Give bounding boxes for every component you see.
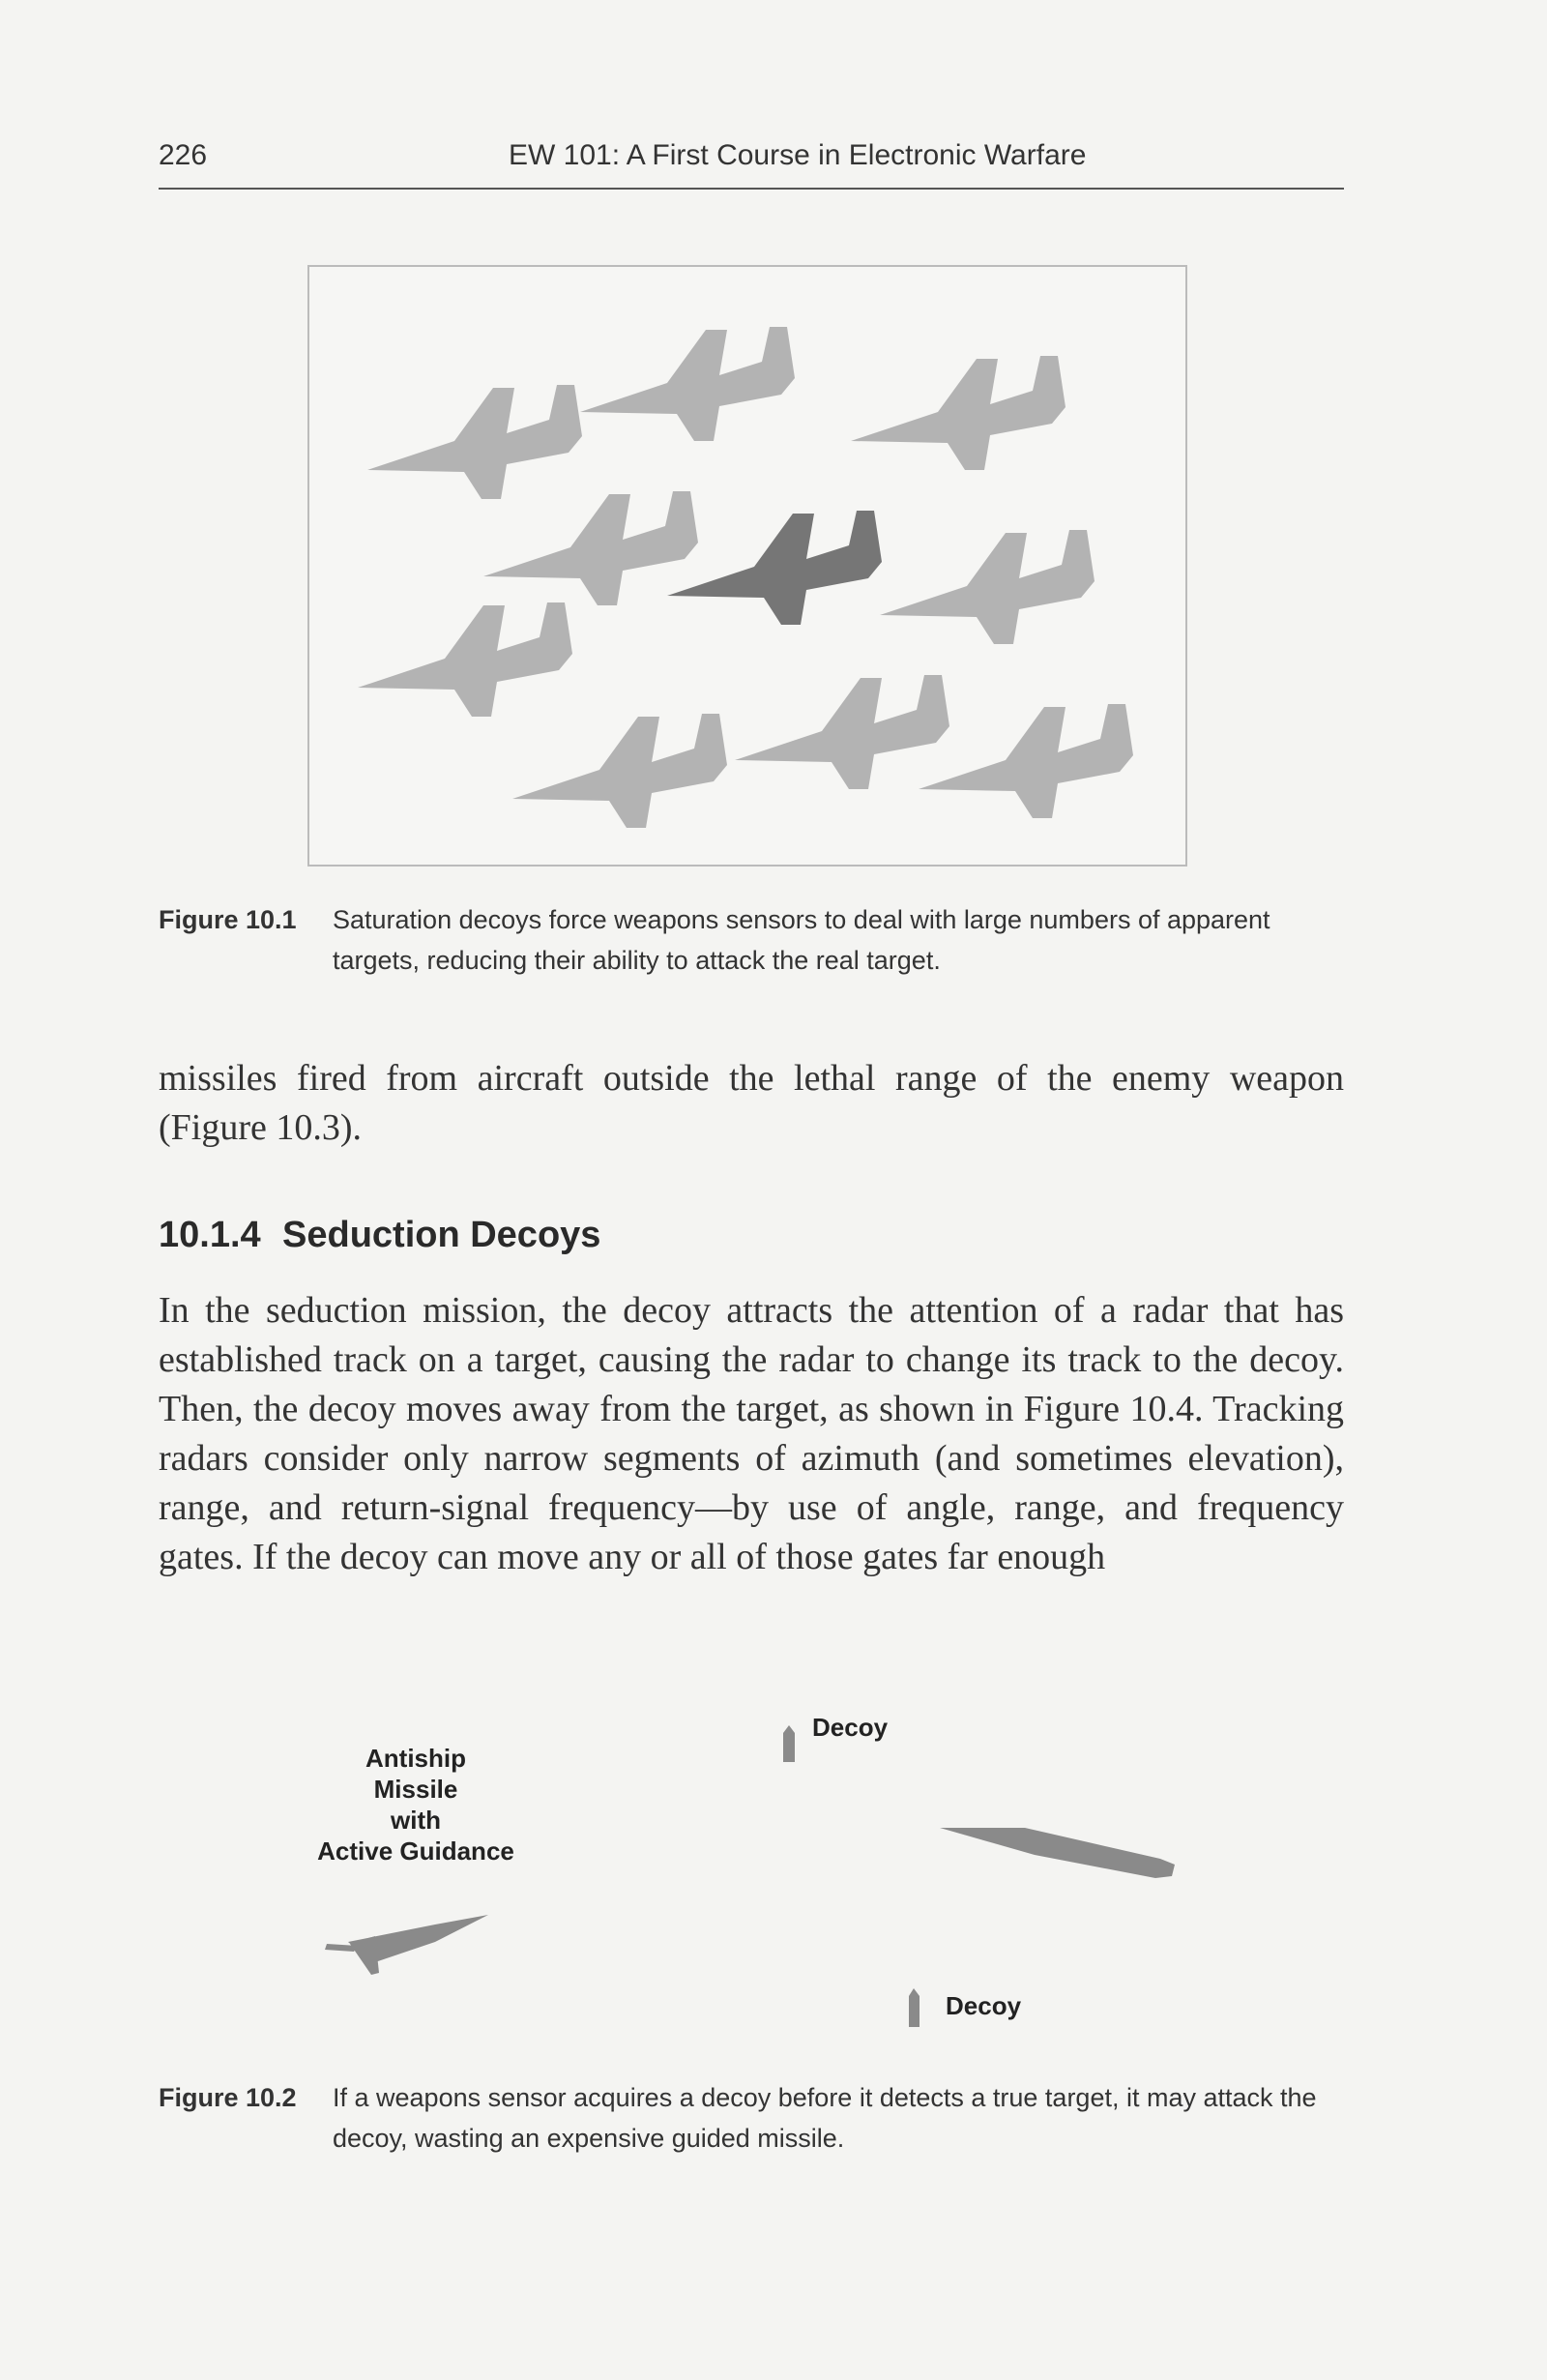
decoy-jet-2 (580, 327, 795, 441)
decoy-top-shape (783, 1725, 795, 1762)
decoy-jet-8 (735, 675, 949, 789)
missile-label-line-3: with (391, 1806, 441, 1835)
decoy-top-label: Decoy (812, 1713, 889, 1742)
missile-label-line-4: Active Guidance (317, 1836, 514, 1866)
real-target-jet (667, 511, 882, 625)
decoy-jet-4 (483, 491, 698, 605)
figure-10-2-caption (159, 2077, 1348, 2164)
jet-group (358, 327, 1133, 828)
section-heading (159, 1215, 600, 1256)
missile-label-line-1: Antiship (365, 1744, 466, 1773)
section-number: 10.1.4 (159, 1215, 261, 1255)
figure-label: Figure 10.1 (159, 905, 297, 934)
decoy-bottom-shape (909, 1988, 919, 2027)
decoy-jet-3 (851, 356, 1065, 470)
decoy-jet-1 (367, 385, 582, 499)
figure-10-1-caption (159, 899, 1348, 986)
ship-shape (940, 1828, 1175, 1878)
body-paragraph-2: In the seduction mission, the decoy attracts the attention of a radar that has established track on a target, causing the radar to change its track to the decoy. Then, the decoy moves away from the target, as shown in Figure 10.4. Tracking radars consider only narrow segments of azimuth (and sometimes elevation), range, and return-signal frequency—by use of angle, range, and frequency gates. If the decoy can move any or all of those gates far enough (159, 1290, 1344, 1577)
antiship-missile-label (290, 1743, 541, 1866)
jet-formation-illustration (309, 267, 1185, 865)
decoy-jet-9 (919, 704, 1133, 818)
figure-10-2 (290, 1683, 1218, 2050)
body-paragraph-1: missiles fired from aircraft outside the lethal range of the enemy weapon (Figure 10.3). (159, 1058, 1344, 1148)
decoy-jet-6 (358, 602, 572, 717)
decoy-jet-5 (880, 530, 1095, 644)
decoy-jet-7 (512, 714, 727, 828)
caption-text: If a weapons sensor acquires a decoy before it detects a true target, it may attack the decoy, wasting an expensive guided missile. (333, 2083, 1317, 2153)
page-header (159, 139, 1344, 190)
figure-10-1 (307, 265, 1187, 867)
caption-text: Saturation decoys force weapons sensors to deal with large numbers of apparent targets, reducing their ability to attack the real target. (333, 905, 1270, 975)
figure-label: Figure 10.2 (159, 2083, 297, 2112)
missile-decoy-illustration (290, 1683, 1218, 2050)
decoy-bottom-label: Decoy (946, 1991, 1022, 2020)
missile-label-line-2: Missile (373, 1775, 458, 1804)
section-title: Seduction Decoys (282, 1215, 601, 1255)
running-title: EW 101: A First Course in Electronic Warfare (509, 139, 1087, 171)
page-number: 226 (159, 139, 208, 171)
antiship-missile-shape (325, 1915, 488, 1975)
